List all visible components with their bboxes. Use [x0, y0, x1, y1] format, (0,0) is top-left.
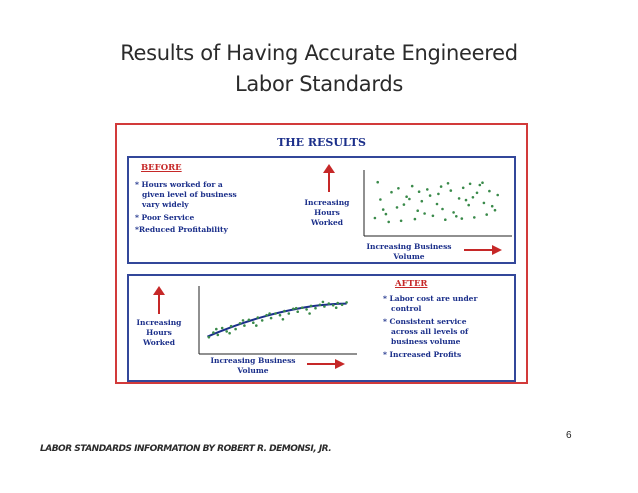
- after-data-point: [336, 302, 339, 305]
- before-data-point: [414, 218, 417, 221]
- after-data-point: [221, 327, 224, 330]
- after-data-point: [322, 301, 325, 304]
- after-data-point: [268, 312, 271, 315]
- before-data-point: [481, 181, 484, 184]
- after-data-point: [265, 314, 268, 317]
- slide-title: [60, 38, 578, 100]
- before-x-axis-label: Increasing Business Volume: [366, 242, 452, 261]
- before-data-point: [452, 211, 455, 214]
- before-data-point: [432, 215, 435, 218]
- after-data-point: [261, 319, 264, 322]
- before-data-point: [429, 194, 432, 197]
- before-data-point: [423, 212, 426, 215]
- after-data-point: [308, 312, 311, 315]
- before-data-point: [421, 200, 424, 203]
- after-data-point: [282, 318, 285, 321]
- after-data-point: [257, 316, 260, 319]
- after-data-point: [292, 308, 295, 311]
- before-data-point: [472, 196, 475, 199]
- after-data-point: [283, 310, 286, 313]
- after-data-point: [319, 304, 322, 307]
- before-data-point: [397, 187, 400, 190]
- before-data-point: [462, 187, 465, 190]
- after-data-point: [328, 302, 331, 305]
- after-bullet-1: * Labor cost are under: [383, 294, 478, 303]
- after-data-point: [274, 312, 277, 315]
- up-arrow-icon: [319, 164, 339, 194]
- before-scatter-chart: [362, 170, 512, 238]
- right-arrow-icon: [307, 359, 345, 369]
- right-arrow-icon: [464, 245, 502, 255]
- before-bullet-3: *Reduced Profitability: [135, 225, 228, 234]
- before-data-point: [426, 188, 429, 191]
- before-data-point: [379, 198, 382, 201]
- before-data-point: [390, 191, 393, 194]
- after-data-point: [234, 328, 237, 331]
- after-data-point: [301, 306, 304, 309]
- before-data-point: [496, 194, 499, 197]
- up-arrow-icon: [149, 286, 169, 316]
- before-data-point: [473, 216, 476, 219]
- after-data-point: [252, 321, 255, 324]
- after-data-point: [255, 324, 258, 327]
- before-data-point: [437, 193, 440, 196]
- after-data-point: [243, 324, 246, 327]
- after-data-point: [215, 328, 218, 331]
- before-data-point: [483, 202, 486, 205]
- before-data-point: [411, 185, 414, 188]
- before-panel: [127, 156, 516, 264]
- slide-title-line-2: Labor Standards: [234, 72, 404, 96]
- before-data-point: [447, 182, 450, 185]
- before-data-point: [382, 208, 385, 211]
- after-data-point: [335, 306, 338, 309]
- after-data-point: [212, 331, 215, 334]
- after-data-point: [310, 305, 313, 308]
- after-bullet-1-cont: control: [391, 304, 422, 313]
- before-data-point: [479, 184, 482, 187]
- after-heading: AFTER: [395, 279, 428, 289]
- after-scatter-chart: [197, 286, 357, 356]
- after-data-point: [345, 301, 348, 304]
- before-data-point: [450, 189, 453, 192]
- before-data-point: [396, 206, 399, 209]
- before-data-point: [441, 208, 444, 211]
- before-data-point: [408, 198, 411, 201]
- before-data-point: [491, 205, 494, 208]
- before-data-point: [376, 181, 379, 184]
- after-data-point: [341, 304, 344, 307]
- after-y-axis-label: Increasing Hours Worked: [136, 318, 182, 347]
- before-data-point: [461, 217, 464, 220]
- footer-credit: LABOR STANDARDS INFORMATION BY ROBERT R. DEMONSI, JR.: [40, 444, 332, 454]
- before-data-point: [418, 190, 421, 193]
- after-data-point: [279, 314, 282, 317]
- after-data-point: [239, 322, 242, 325]
- after-data-point: [242, 319, 245, 322]
- before-data-point: [467, 204, 470, 207]
- after-bullet-2-cont-a: across all levels of: [391, 327, 469, 336]
- after-panel: [127, 274, 516, 382]
- after-data-point: [217, 334, 220, 337]
- before-data-point: [494, 209, 497, 212]
- before-bullet-2: * Poor Service: [135, 213, 195, 222]
- results-diagram: [115, 123, 528, 384]
- before-data-point: [405, 195, 408, 198]
- after-data-point: [230, 325, 233, 328]
- before-data-point: [444, 218, 447, 221]
- before-data-point: [488, 190, 491, 193]
- after-data-point: [314, 307, 317, 310]
- before-data-point: [400, 220, 403, 223]
- results-heading: THE RESULTS: [277, 136, 366, 149]
- after-data-point: [332, 304, 335, 307]
- before-data-point: [374, 217, 377, 220]
- after-x-axis-label: Increasing Business Volume: [210, 356, 296, 375]
- slide-title-line-1: Results of Having Accurate Engineered: [120, 41, 518, 65]
- after-data-point: [323, 305, 326, 308]
- before-bullet-1: * Hours worked for a: [135, 180, 223, 189]
- before-data-point: [455, 215, 458, 218]
- before-y-axis-label: Increasing Hours Worked: [304, 198, 350, 227]
- before-data-point: [469, 183, 472, 186]
- before-data-point: [403, 203, 406, 206]
- before-data-point: [440, 185, 443, 188]
- after-bullet-2: * Consistent service: [383, 317, 467, 326]
- before-bullet-1-cont-a: given level of business: [142, 190, 237, 199]
- before-data-point: [385, 213, 388, 216]
- after-data-point: [270, 317, 273, 320]
- after-data-point: [228, 332, 231, 335]
- before-data-point: [416, 209, 419, 212]
- after-bullet-2-cont-b: business volume: [391, 337, 461, 346]
- after-data-point: [295, 307, 298, 310]
- before-data-point: [387, 221, 390, 224]
- before-bullet-1-cont-b: vary widely: [142, 200, 189, 209]
- before-data-point: [436, 203, 439, 206]
- before-heading: BEFORE: [141, 163, 182, 173]
- before-data-point: [485, 213, 488, 216]
- after-bullet-3: * Increased Profits: [383, 350, 462, 359]
- before-data-point: [465, 199, 468, 202]
- after-data-point: [296, 310, 299, 313]
- after-data-point: [225, 330, 228, 333]
- after-data-point: [248, 319, 251, 322]
- before-data-point: [476, 192, 479, 195]
- after-trend-line: [207, 304, 346, 337]
- before-data-point: [458, 197, 461, 200]
- after-data-point: [208, 336, 211, 339]
- after-data-point: [288, 312, 291, 315]
- after-data-point: [305, 308, 308, 311]
- page-number: 6: [566, 430, 572, 441]
